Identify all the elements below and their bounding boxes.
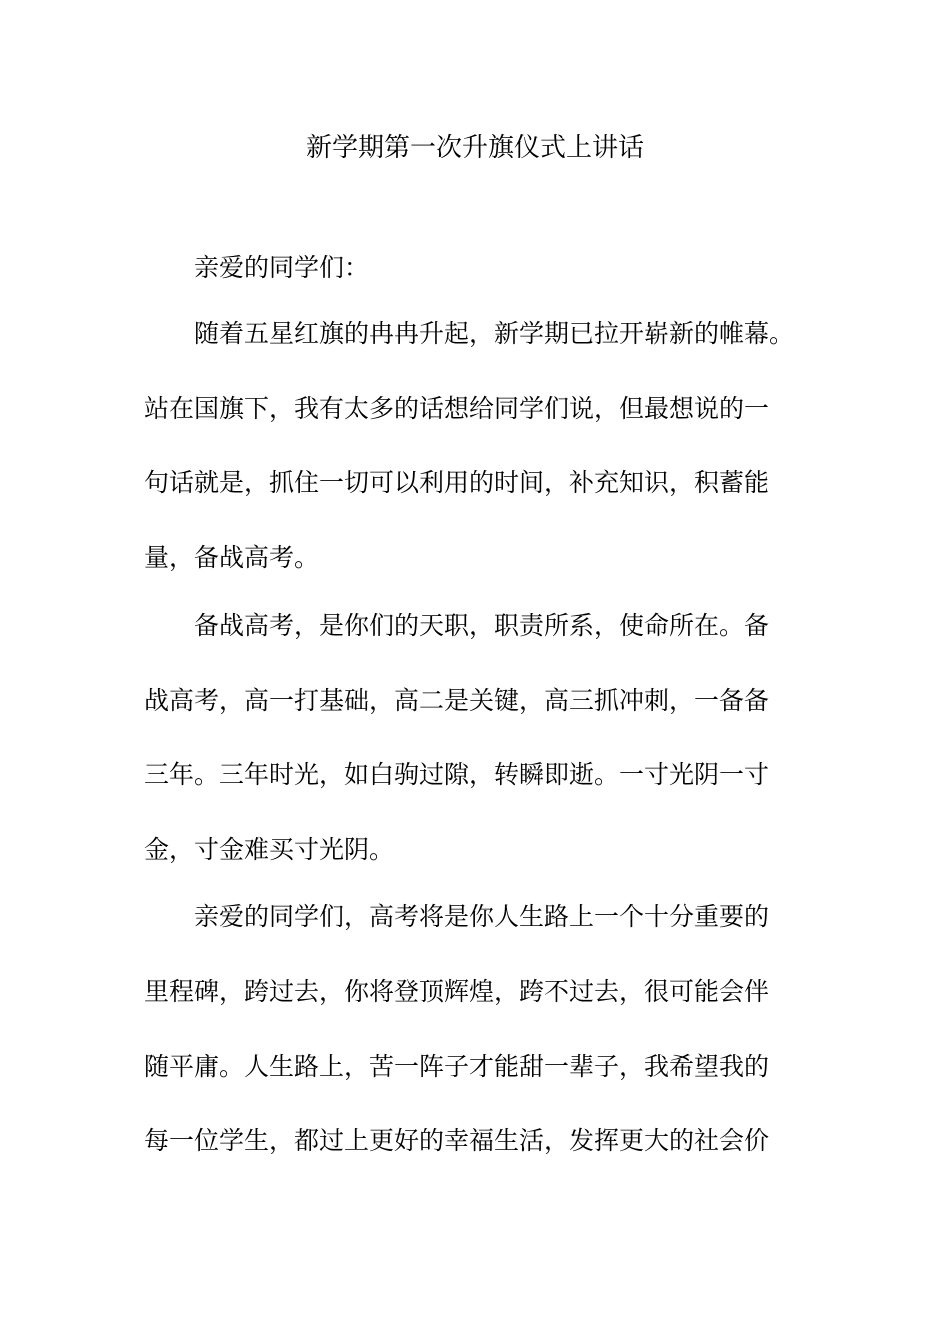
paragraph-1-line-4: 量，备战高考。 <box>144 543 320 572</box>
paragraph-1-line-2: 站在国旗下，我有太多的话想给同学们说，但最想说的一 <box>144 394 770 423</box>
paragraph-2-line-3: 三年。三年时光，如白驹过隙，转瞬即逝。一寸光阴一寸 <box>144 760 770 789</box>
paragraph-2-line-1: 备战高考，是你们的天职，职责所系，使命所在。备 <box>194 611 770 640</box>
salutation-line: 亲爱的同学们： <box>194 253 370 282</box>
paragraph-3-line-1: 亲爱的同学们，高考将是你人生路上一个十分重要的 <box>194 902 770 931</box>
paragraph-2-line-4: 金，寸金难买寸光阴。 <box>144 835 395 864</box>
paragraph-1-line-3: 句话就是，抓住一切可以利用的时间，补充知识，积蓄能 <box>144 468 770 497</box>
document-title: 新学期第一次升旗仪式上讲话 <box>305 133 644 163</box>
paragraph-1-line-1: 随着五星红旗的冉冉升起，新学期已拉开崭新的帷幕。 <box>194 319 795 348</box>
paragraph-3-line-3: 随平庸。人生路上，苦一阵子才能甜一辈子，我希望我的 <box>144 1052 770 1081</box>
paragraph-3-line-4: 每一位学生，都过上更好的幸福生活，发挥更大的社会价 <box>144 1126 770 1155</box>
paragraph-3-line-2: 里程碑，跨过去，你将登顶辉煌，跨不过去，很可能会伴 <box>144 977 770 1006</box>
paragraph-2-line-2: 战高考，高一打基础，高二是关键，高三抓冲刺，一备备 <box>144 686 770 715</box>
